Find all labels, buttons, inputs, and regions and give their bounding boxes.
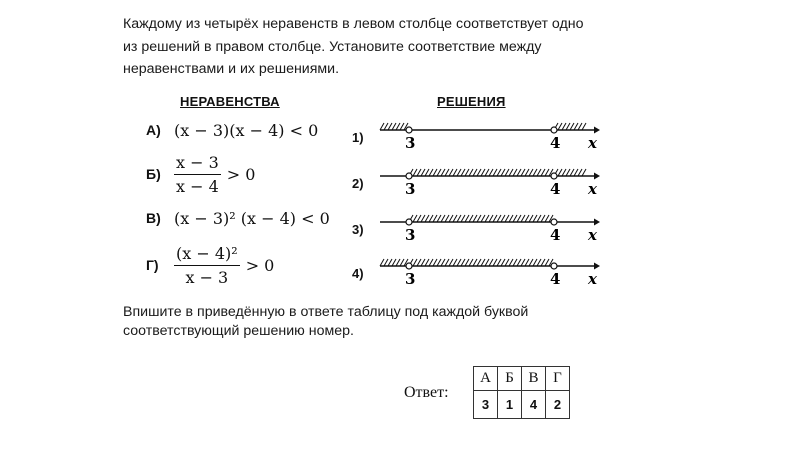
fraction-numerator: (x − 4)² (174, 244, 240, 266)
fraction (174, 153, 221, 196)
hatch-region (409, 259, 553, 266)
intro-line-1: Каждому из четырёх неравенств в левом столбце соответствует одно (123, 16, 584, 32)
answer-value-cell[interactable]: 3 (474, 391, 498, 419)
answer-header-cell: А (474, 367, 498, 391)
answer-table (473, 366, 570, 419)
hatch-region (409, 169, 553, 176)
inequality-letter: Г) (146, 257, 159, 273)
answer-value-cell[interactable]: 1 (498, 391, 522, 419)
axis-arrow-icon (594, 127, 600, 134)
open-point-4 (551, 127, 557, 133)
answer-value-cell[interactable]: 2 (546, 391, 570, 419)
inequality-relation: > 0 (245, 255, 275, 275)
hatch-region (409, 215, 553, 222)
open-point-4 (551, 173, 557, 179)
open-point-3 (406, 263, 412, 269)
number-line-1 (376, 118, 606, 158)
solutions-header: РЕШЕНИЯ (437, 94, 506, 109)
tick-label-4: 4 (550, 180, 561, 198)
tick-label-3: 3 (405, 270, 416, 288)
inequality-letter: А) (146, 122, 161, 138)
axis-arrow-icon (594, 173, 600, 180)
open-point-3 (406, 127, 412, 133)
axis-variable-label: x (588, 270, 597, 288)
open-point-3 (406, 219, 412, 225)
inequality-expression: (x − 3)(x − 4) < 0 (174, 120, 319, 140)
axis-variable-label: x (588, 226, 597, 244)
axis-variable-label: x (588, 180, 597, 198)
tick-label-3: 3 (405, 134, 416, 152)
fraction-numerator: x − 3 (174, 153, 221, 175)
tick-label-3: 3 (405, 226, 416, 244)
intro-line-2: из решений в правом столбце. Установите соответствие между (123, 38, 542, 55)
number-line-3 (376, 210, 606, 250)
fraction (174, 244, 240, 287)
inequality-expression (174, 244, 274, 287)
tick-label-3: 3 (405, 180, 416, 198)
answer-header-cell: Г (546, 367, 570, 391)
axis-arrow-icon (594, 219, 600, 226)
solution-label-4: 4) (352, 266, 364, 281)
axis-arrow-icon (594, 263, 600, 270)
tick-label-4: 4 (550, 134, 561, 152)
inequality-expression: (x − 3)² (x − 4) < 0 (174, 208, 330, 228)
intro-line-3: неравенствами и их решениями. (123, 61, 340, 77)
tick-label-4: 4 (550, 226, 561, 244)
inequality-b (146, 152, 255, 196)
hatch-region (554, 169, 586, 176)
answer-value-row (474, 391, 570, 419)
answer-label: Ответ: (404, 384, 449, 401)
inequality-expression (174, 153, 255, 196)
inequality-c (146, 198, 330, 238)
number-line-2 (376, 164, 606, 204)
axis-variable-label: x (588, 134, 597, 152)
inequality-d (146, 242, 274, 288)
solution-label-2: 2) (352, 176, 364, 191)
inequalities-header: НЕРАВЕНСТВА (180, 94, 280, 109)
open-point-3 (406, 173, 412, 179)
fraction-denominator: x − 4 (176, 176, 219, 196)
problem-outro (123, 303, 643, 341)
open-point-4 (551, 263, 557, 269)
inequality-relation: > 0 (226, 164, 256, 184)
outro-line-2: соответствующий решению номер. (123, 323, 354, 339)
answer-header-cell: Б (498, 367, 522, 391)
solution-label-3: 3) (352, 222, 364, 237)
answer-header-row (474, 367, 570, 391)
hatch-region (380, 123, 408, 130)
problem-intro (123, 13, 643, 81)
hatch-region (554, 123, 586, 130)
inequality-letter: Б) (146, 166, 161, 182)
inequality-letter: В) (146, 210, 161, 226)
solution-label-1: 1) (352, 130, 364, 145)
answer-header-cell: В (522, 367, 546, 391)
open-point-4 (551, 219, 557, 225)
answer-value-cell[interactable]: 4 (522, 391, 546, 419)
inequality-a (146, 110, 318, 150)
hatch-region (380, 259, 408, 266)
outro-line-1: Впишите в приведённую в ответе таблицу под каждой буквой (123, 304, 529, 320)
tick-label-4: 4 (550, 270, 561, 288)
fraction-denominator: x − 3 (185, 267, 229, 287)
number-line-4 (376, 254, 606, 294)
